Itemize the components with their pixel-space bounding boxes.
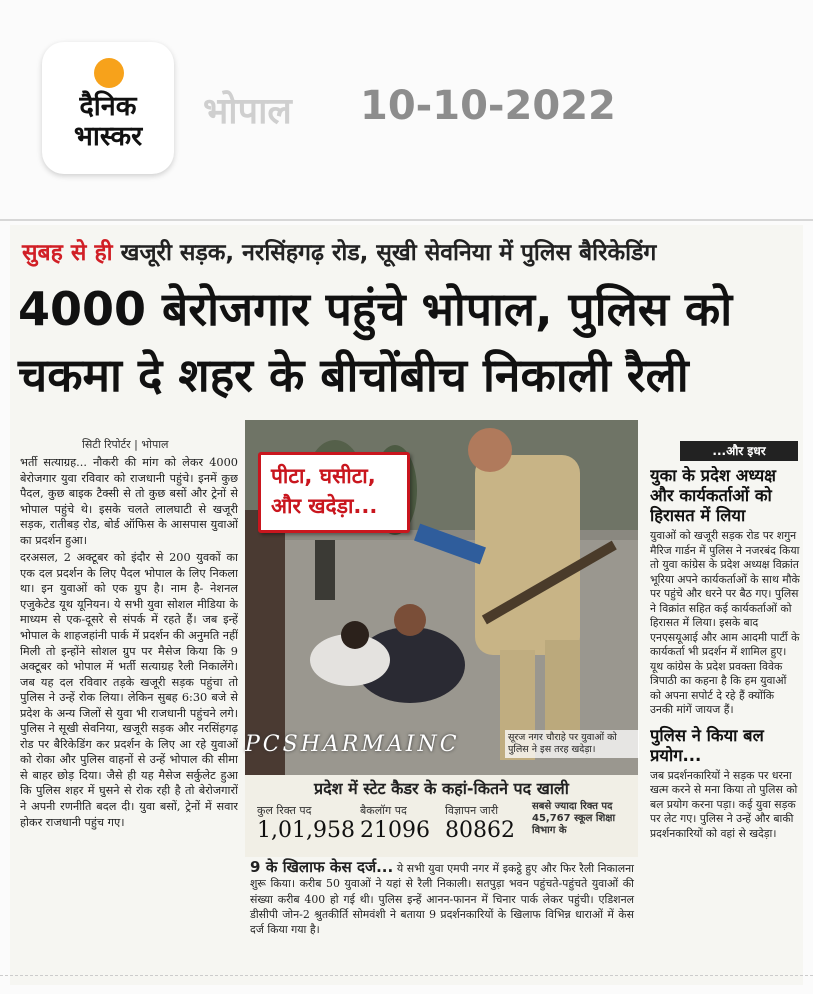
main-story-column (20, 455, 238, 965)
kicker-red: सुबह से ही (22, 240, 113, 266)
dainik-bhaskar-logo[interactable] (42, 42, 174, 174)
bottom-divider (0, 975, 813, 977)
headline-line1: 4000 बेरोजगार पहुंचे भोपाल, पुलिस को (18, 282, 733, 336)
byline: सिटी रिपोर्टर | भोपाल (82, 438, 169, 451)
sidebar-paragraph-2: जब प्रदर्शनकारियों ने सड़क पर धरना खत्म करने से मना किया तो पुलिस को बल प्रयोग करना पड़ा। कई युवा सड़क पर लेट गए। पुलिस ने उन्हें और बाकी प्रदर्शनकारियों को वहां से खदेड़ा। (650, 768, 798, 840)
stat-value: 1,01,958 (257, 818, 355, 843)
stat-note (532, 801, 632, 837)
date-label: 10-10-2022 (360, 83, 616, 129)
sidebar-tag: ...और इधर (680, 441, 798, 461)
logo-line2: भास्कर (73, 121, 143, 152)
logo-line1: दैनिक (79, 91, 137, 122)
stats-title: प्रदेश में स्टेट कैडर के कहां-कितने पद खाली (314, 779, 569, 798)
case-news (250, 860, 634, 937)
headline-line2: चकमा दे शहर के बीचोंबीच निकाली रैली (18, 348, 689, 402)
vacancy-stats-box (245, 775, 638, 857)
case-title: 9 के खिलाफ केस दर्ज... (250, 858, 394, 876)
kicker (22, 235, 656, 267)
watermark: PCSHARMAINC (245, 732, 460, 757)
stat-advertised (445, 803, 515, 843)
stat-value: 21096 (360, 818, 430, 843)
stat-label: बैकलॉग पद (360, 804, 407, 817)
photo-caption: सूरज नगर चौराहे पर युवाओं को पुलिस ने इस तरह खदेड़ा। (505, 730, 639, 758)
sun-icon (94, 58, 124, 88)
stat-total (257, 803, 355, 843)
kicker-text: खजूरी सड़क, नरसिंहगढ़ रोड, सूखी सेवनिया में पुलिस बैरिकेडिंग (120, 240, 657, 266)
sidebar-paragraph-1: युवाओं को खजूरी सड़क रोड पर शगुन मैरिज गार्डन में पुलिस ने नजरबंद किया तो युवा कांग्रेस के प्रदेश अध्यक्ष विक्रांत भूरिया अपने कार्यकर्ताओं के साथ मौके पर पहुंचे और धरने पर बैठ गए। पुलिस ने विक्रांत सहित कई कार्यकर्ताओं को हिरासत में लिया। इसके बाद एनएसयूआई और आम आदमी पार्टी के कार्यकर्ता भी प्रदर्शन में शामिल हुए। यूथ कांग्रेस के प्रदेश प्रवक्ता विवेक त्रिपाठी का कहना है कि हम युवाओं को अपना सपोर्ट दे रहे हैं क्योंकि उनकी मांगें जायज हैं। (650, 529, 800, 716)
stat-label: कुल रिक्त पद (257, 804, 312, 817)
headline (18, 276, 732, 408)
post-header (0, 0, 813, 220)
quote-box (258, 452, 410, 533)
stat-note-text: सबसे ज्यादा रिक्त पद 45,767 स्कूल शिक्षा विभाग के (532, 801, 616, 836)
stat-value: 80862 (445, 818, 515, 843)
sidebar-column (650, 466, 800, 966)
sidebar-heading-2: पुलिस ने किया बल प्रयोग... (650, 725, 764, 765)
story-paragraph: दरअसल, 2 अक्टूबर को इंदौर से 200 युवकों का एक दल प्रदर्शन के लिए पैदल भोपाल के लिए निकला था। इन युवाओं को एक ग्रुप है। नाम है- नेशनल एजुकेटेड यूथ यूनियन। ये सभी युवा सोशल मीडिया के माध्यम से एक-दूसरे से संपर्क में रहते हैं। जब इन्हें भोपाल के शाहजहांनी पार्क में प्रदर्शन की अनुमति नहीं मिली तो इन्होंने सोशल ग्रुप पर मैसेज किया कि 9 अक्टूबर को भोपाल में भर्ती सत्याग्रह रैली निकालेंगे। जब यह दल रविवार तड़के खजूरी सड़क पहुंचा तो पुलिस ने उन्हें रोक लिया। लेकिन सुबह 6:30 बजे से प्रदेश के अन्य जिलों से युवा भी राजधानी पहुंचने लगे। पुलिस ने सूखी सेवनिया, खजूरी सड़क और नरसिंहगढ़ रोड पर बैरिकेडिंग कर प्रदर्शन के लिए आ रहे युवाओं को रोका और पुलिस वाहनों से उन्हें भोपाल की सीमा से बाहर छोड़ दिया। जैसे ही यह मैसेज सर्कुलेट हुआ कि पुलिस शहर में घुसने से रोक रही है तो बेरोजगारों ने अपनी रणनीति बदल दी। युवा बसों, ट्रेनों में सवार होकर राजधानी पहुंच गए। (20, 551, 238, 829)
sidebar-heading-1: युका के प्रदेश अध्यक्ष और कार्यकर्ताओं को हिरासत में लिया (650, 466, 777, 525)
story-paragraph: भर्ती सत्याग्रह... नौकरी की मांग को लेकर 4000 बेरोजगार युवा रविवार को राजधानी पहुंचे। इनमें कुछ पैदल, कुछ बाइक टैक्सी से तो कुछ बसों और ट्रेनों से भोपाल पहुंचे थे। इसके चलते लालघाटी से खजूरी सड़क, रातीबड़ रोड, बोर्ड ऑफिस के आसपास युवाओं का प्रदर्शन हुआ। (20, 456, 238, 547)
stat-backlog (360, 803, 430, 843)
divider (0, 219, 813, 221)
case-body: ये सभी युवा एमपी नगर में इकट्ठे हुए और फिर रैली निकालना शुरू किया। करीब 50 युवाओं ने यहां से रैली निकाली। सतपुड़ा भवन पहुंचते-पहुंचते युवाओं की संख्या करीब 400 हो गई थी। पुलिस इन्हें आनन-फानन में चिनार पार्क लेकर पहुंची। एडिशनल डीसीपी जोन-2 श्रुतकीर्ति सोमवंशी ने बताया 9 प्रदर्शनकारियों के खिलाफ विभिन्न धाराओं में केस दर्ज किया गया है। (250, 862, 634, 937)
stat-label: विज्ञापन जारी (445, 804, 499, 817)
quote-text: पीटा, घसीटा, और खदेड़ा... (271, 464, 378, 518)
city-label: भोपाल (203, 91, 292, 132)
